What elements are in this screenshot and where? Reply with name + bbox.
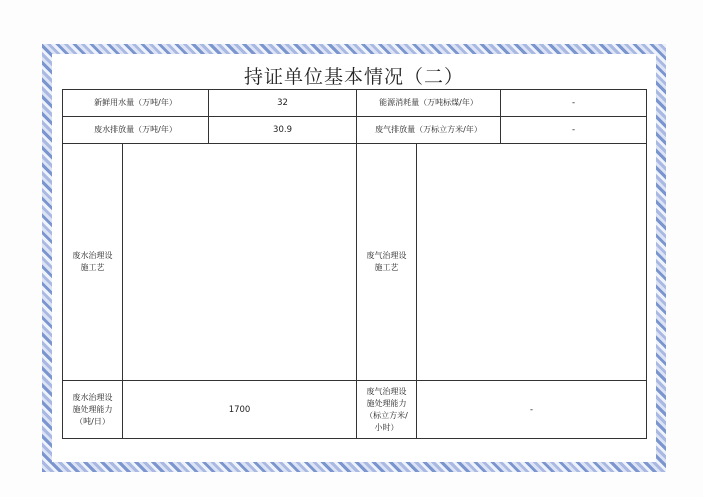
table-row [63, 381, 647, 439]
exhaust-discharge-value: - [501, 117, 647, 144]
label-line: 废水治理设 [72, 251, 113, 260]
label-line: 废气治理设 [366, 386, 407, 396]
exhaust-capacity-value: - [417, 381, 647, 439]
label-line: 施处理能力 [72, 404, 113, 414]
page-title: 持证单位基本情况（二） [243, 66, 464, 88]
exhaust-process-value [417, 144, 647, 381]
label-line: 施工艺 [374, 263, 399, 272]
wastewater-discharge-label: 废水排放量（万吨/年） [63, 117, 209, 144]
fresh-water-value: 32 [209, 90, 357, 117]
exhaust-process-label [357, 144, 417, 381]
wastewater-process-label [63, 144, 123, 381]
energy-consumption-label: 能源消耗量（万吨标煤/年） [357, 90, 501, 117]
table-row [63, 90, 647, 117]
exhaust-capacity-label [357, 381, 417, 439]
fresh-water-label: 新鲜用水量（万吨/年） [63, 90, 209, 117]
info-table [62, 89, 647, 439]
label-line: 废气治理设 [366, 251, 407, 260]
table-row [63, 144, 647, 381]
exhaust-discharge-label: 废气排放量（万标立方米/年） [357, 117, 501, 144]
wastewater-capacity-label [63, 381, 123, 439]
energy-consumption-value: - [501, 90, 647, 117]
label-line: 小时） [374, 422, 399, 432]
wastewater-process-value [123, 144, 357, 381]
label-line: （标立方米/ [365, 410, 408, 420]
label-line: （吨/日） [75, 416, 110, 426]
label-line: 施工艺 [80, 263, 105, 272]
wastewater-discharge-value: 30.9 [209, 117, 357, 144]
label-line: 废水治理设 [72, 392, 113, 402]
table-row [63, 117, 647, 144]
wastewater-capacity-value: 1700 [123, 381, 357, 439]
label-line: 施处理能力 [366, 398, 407, 408]
